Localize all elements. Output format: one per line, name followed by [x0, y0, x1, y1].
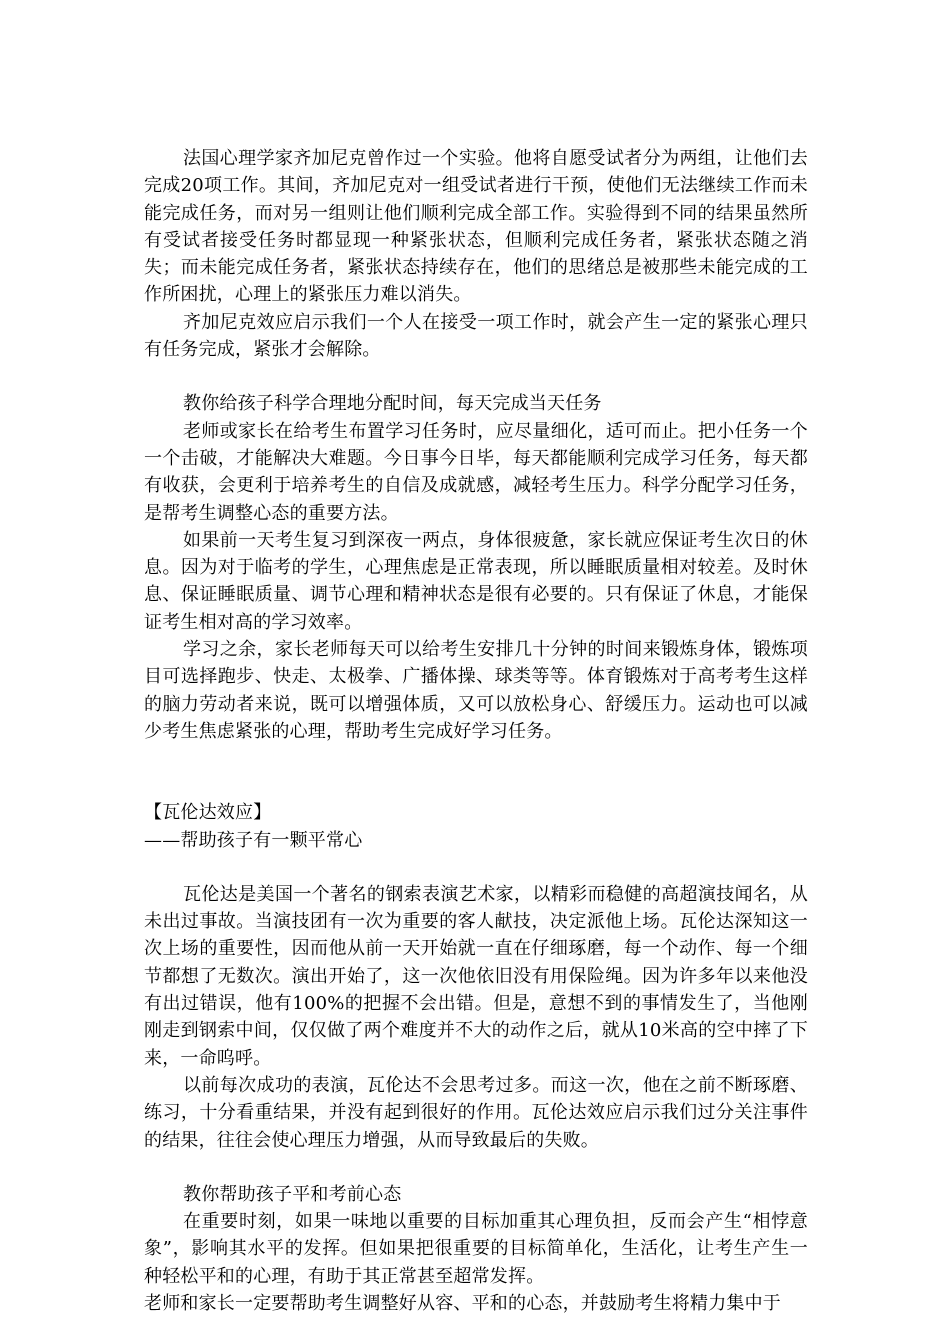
- paragraph: 瓦伦达是美国一个著名的钢索表演艺术家，以精彩而稳健的高超演技闻名，从未出过事故。当演技团有一次为重要的客人献技，决定派他上场。瓦伦达深知这一次上场的重要性，因而他从前一天开始就一直在仔细琢磨，每一个动作、每一个细节都想了无数次。演出开始了，这一次他依旧没有用保险绳。因为许多年以来他没有出过错误，他有100%的把握不会出错。但是，意想不到的事情发生了，当他刚刚走到钢索中间，仅仅做了两个难度并不大的动作之后，就从10米高的空中摔了下来，一命呜呼。: [144, 883, 808, 1069]
- paragraph: 齐加尼克效应启示我们一个人在接受一项工作时，就会产生一定的紧张心理只有任务完成，紧张才会解除。: [144, 311, 808, 361]
- section-title: 【瓦伦达效应】: [144, 802, 272, 824]
- paragraph: 如果前一天考生复习到深夜一两点，身体很疲惫，家长就应保证考生次日的休息。因为对于临考的学生，心理焦虑是正常表现，所以睡眠质量相对较差。及时休息、保证睡眠质量、调节心理和精神状态是很有必要的。只有保证了休息，才能保证考生相对高的学习效率。: [144, 529, 808, 633]
- paragraph: 学习之余，家长老师每天可以给考生安排几十分钟的时间来锻炼身体，锻炼项目可选择跑步、快走、太极拳、广播体操、球类等等。体育锻炼对于高考考生这样的脑力劳动者来说，既可以增强体质，又可以放松身心、舒缓压力。运动也可以减少考生焦虑紧张的心理，帮助考生完成好学习任务。: [144, 639, 808, 742]
- spacer: [144, 1154, 808, 1181]
- paragraph: 法国心理学家齐加尼克曾作过一个实验。他将自愿受试者分为两组，让他们去完成20项工作。其间，齐加尼克对一组受试者进行干预，使他们无法继续工作而未能完成任务，而对另一组则让他们顺利完成全部工作。实验得到不同的结果虽然所有受试者接受任务时都显现一种紧张状态，但顺利完成任务者，紧张状态随之消失；而未能完成任务者，紧张状态持续存在，他们的思绪总是被那些未能完成的工作所困扰，心理上的紧张压力难以消失。: [144, 148, 808, 306]
- spacer: [144, 745, 808, 799]
- section-heading: 教你帮助孩子平和考前心态: [183, 1183, 402, 1205]
- paragraph: 老师或家长在给考生布置学习任务时，应尽量细化，适可而止。把小任务一个一个击破，才能解决大难题。今日事今日毕，每天都能顺利完成学习任务，每天都有收获，会更利于培养考生的自信及成就感，减轻考生压力。科学分配学习任务，是帮考生调整心态的重要方法。: [144, 420, 808, 524]
- paragraph: 老师和家长一定要帮助考生调整好从容、平和的心态，并鼓励考生将精力集中于: [144, 1292, 781, 1314]
- section-subtitle: ——帮助孩子有一颗平常心: [144, 829, 363, 851]
- paragraph: 以前每次成功的表演，瓦伦达不会思考过多。而这一次，他在之前不断琢磨、练习，十分看重结果，并没有起到很好的作用。瓦伦达效应启示我们过分关注事件的结果，往往会使心理压力增强，从而导致最后的失败。: [144, 1074, 808, 1151]
- document-body: [144, 145, 808, 1317]
- paragraph: 在重要时刻，如果一味地以重要的目标加重其心理负担，反而会产生“相悖意象”，影响其水平的发挥。但如果把很重要的目标简单化，生活化，让考生产生一种轻松平和的心理，有助于其正常甚至超常发挥。: [144, 1211, 808, 1287]
- spacer: [144, 363, 808, 390]
- section-heading: 教你给孩子科学合理地分配时间，每天完成当天任务: [183, 393, 602, 415]
- spacer: [144, 854, 808, 881]
